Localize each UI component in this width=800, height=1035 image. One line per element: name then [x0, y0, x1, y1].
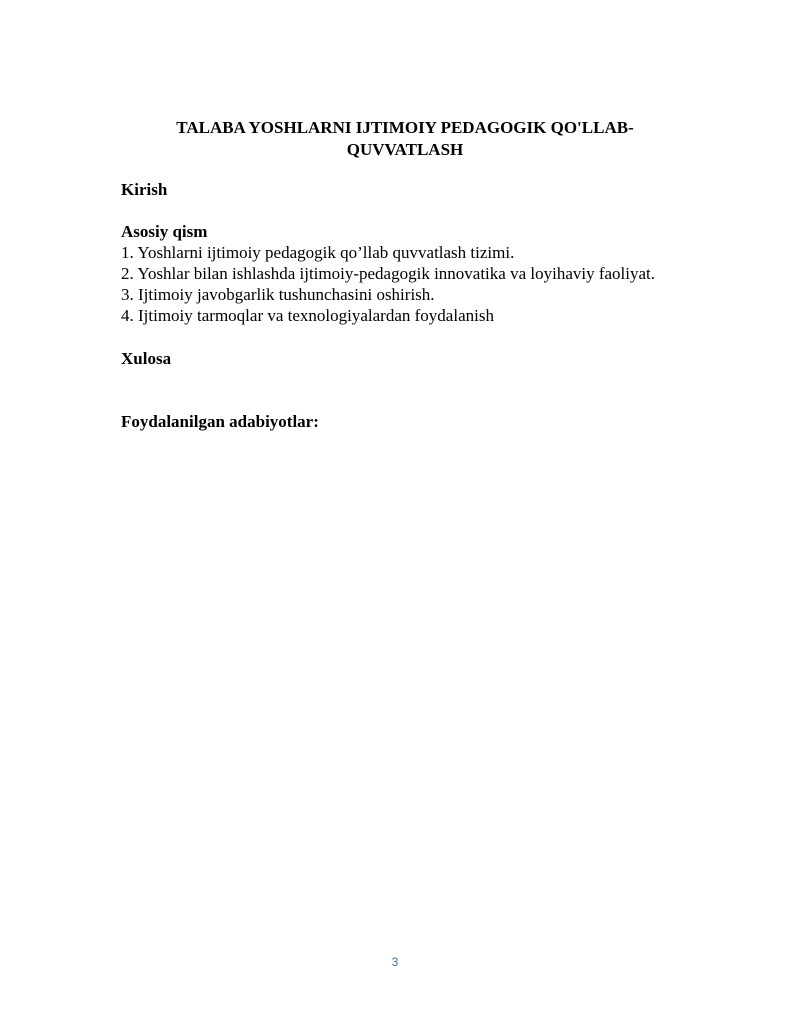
section-asosiy-qism	[121, 221, 721, 326]
page-number: 3	[391, 955, 399, 969]
list-item: 4. Ijtimoiy tarmoqlar va texnologiyalardan foydalanish	[121, 306, 494, 325]
list-item: 1. Yoshlarni ijtimoiy pedagogik qo’llab quvvatlash tizimi.	[121, 243, 515, 262]
section-heading-kirish: Kirish	[121, 180, 168, 199]
document-title: TALABA YOSHLARNI IJTIMOIY PEDAGOGIK QO'LLAB-QUVVATLASH	[176, 118, 634, 159]
section-xulosa	[121, 348, 721, 369]
section-kirish	[121, 179, 721, 200]
asosiy-qism-list	[121, 242, 721, 326]
list-item: 3. Ijtimoiy javobgarlik tushunchasini oshirish.	[121, 285, 435, 304]
section-heading-foydalanilgan-adabiyotlar: Foydalanilgan adabiyotlar:	[121, 412, 319, 431]
list-item: 2. Yoshlar bilan ishlashda ijtimoiy-pedagogik innovatika va loyihaviy faoliyat.	[121, 264, 656, 283]
section-heading-asosiy-qism: Asosiy qism	[121, 222, 208, 241]
section-heading-xulosa: Xulosa	[121, 349, 172, 368]
section-foydalanilgan-adabiyotlar	[121, 411, 721, 432]
